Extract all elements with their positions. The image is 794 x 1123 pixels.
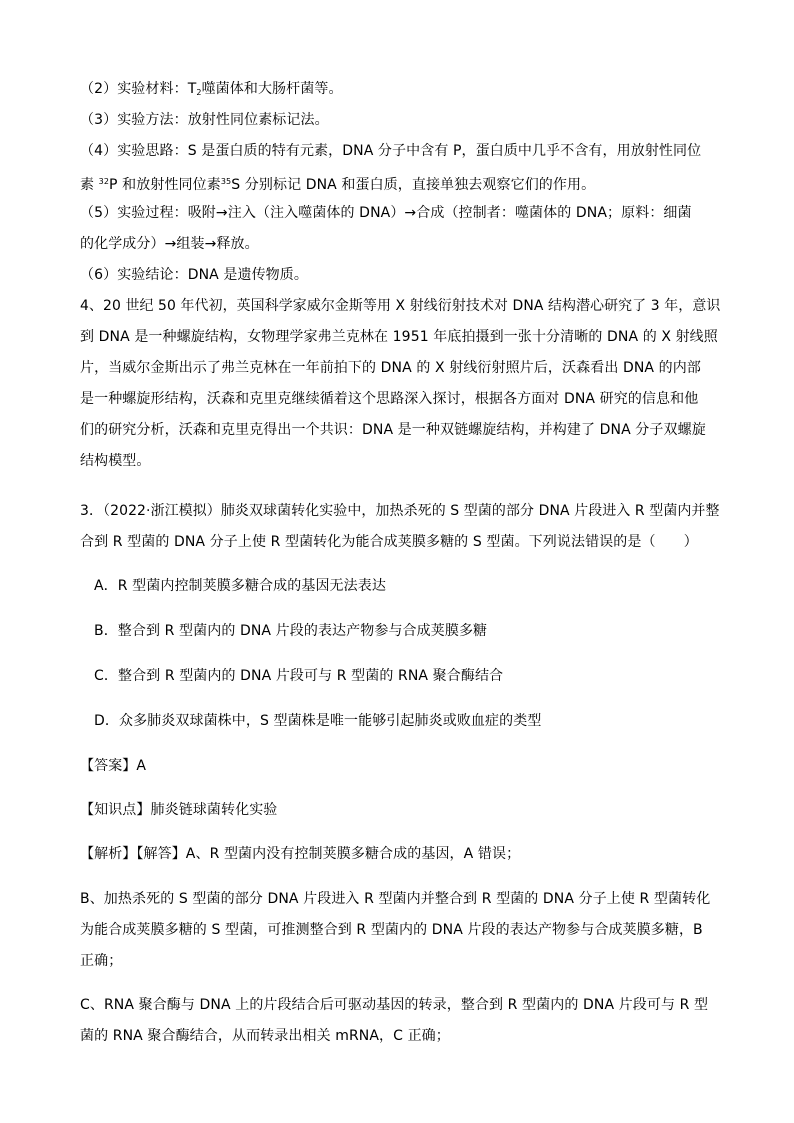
note-item-4-line-1: （4）实验思路：S 是蛋白质的特有元素，DNA 分子中含有 P，蛋白质中几乎不含有，用放射性同位 [80,143,702,159]
analysis-line: 【解析】【解答】A、R 型菌内没有控制荚膜多糖合成的基因，A 错误； [80,846,521,862]
option-b: B．整合到 R 型菌内的 DNA 片段的表达产物参与合成荚膜多糖 [94,623,488,639]
analysis-line: B、加热杀死的 S 型菌的部分 DNA 片段进入 R 型菌内并整合到 R 型菌的 DNA 分子上使 R 型菌转化 [80,891,711,907]
note-item-2: （2）实验材料：$T_2$噬菌体和大肠杆菌等。 [80,81,343,97]
para-4-line: 4、20 世纪 50 年代初，英国科学家威尔金斯等用 X 射线衍射技术对 DNA 结构潜心研究了 3 年，意识 [80,298,721,314]
para-4-line: 到 DNA 是一种螺旋结构，女物理学家弗兰克林在 1951 年底拍摄到一张十分清晰的 DNA 的 X 射线照 [80,329,718,345]
analysis-line: C、RNA 聚合酶与 DNA 上的片段结合后可驱动基因的转录，整合到 R 型菌内的 DNA 片段可与 R 型 [80,997,709,1013]
note-item-4-line-2: 素 $^{32}$P 和放射性同位素$^{35}$S 分别标记 DNA 和蛋白质，直接单独去观察它们的作用。 [80,177,596,193]
option-d: D．众多肺炎双球菌株中，S 型菌株是唯一能够引起肺炎或败血症的类型 [94,713,542,729]
option-c: C．整合到 R 型菌内的 DNA 片段可与 R 型菌的 RNA 聚合酶结合 [94,668,504,684]
question-stem-line: 3．（2022·浙江模拟）肺炎双球菌转化实验中，加热杀死的 S 型菌的部分 DNA 片段进入 R 型菌内并整 [80,503,720,519]
para-4-line: 们的研究分析，沃森和克里克得出一个共识：DNA 是一种双链螺旋结构，并构建了 DNA 分子双螺旋 [80,422,706,438]
note-item-6: （6）实验结论：DNA 是遗传物质。 [80,267,308,283]
para-4-line: 是一种螺旋形结构，沃森和克里克继续循着这个思路深入探讨，根据各方面对 DNA 研究的信息和他 [80,391,699,407]
analysis-line: 为能合成荚膜多糖的 S 型菌，可推测整合到 R 型菌内的 DNA 片段的表达产物参与合成荚膜多糖，B [80,922,703,938]
analysis-line: 菌的 RNA 聚合酶结合，从而转录出相关 mRNA，C 正确； [80,1028,450,1044]
option-a: A．R 型菌内控制荚膜多糖合成的基因无法表达 [94,578,386,594]
para-4-line: 片，当威尔金斯出示了弗兰克林在一年前拍下的 DNA 的 X 射线衍射照片后，沃森看出 DNA 的内部 [80,360,701,376]
note-item-3: （3）实验方法：放射性同位素标记法。 [80,112,329,128]
knowledge-point: 【知识点】肺炎链球菌转化实验 [80,802,278,818]
question-stem-line: 合到 R 型菌的 DNA 分子上使 R 型菌转化为能合成荚膜多糖的 S 型菌。下列说法错误的是（ ） [80,534,698,550]
note-item-5-line-2: 的化学成分）→组装→释放。 [80,236,259,252]
answer-label: 【答案】A [80,758,147,774]
analysis-line: 正确； [80,953,123,969]
note-item-5-line-1: （5）实验过程：吸附→注入（注入噬菌体的 DNA）→合成（控制者：噬菌体的 DNA；原料：细菌 [80,205,692,221]
para-4-line: 结构模型。 [80,453,151,469]
